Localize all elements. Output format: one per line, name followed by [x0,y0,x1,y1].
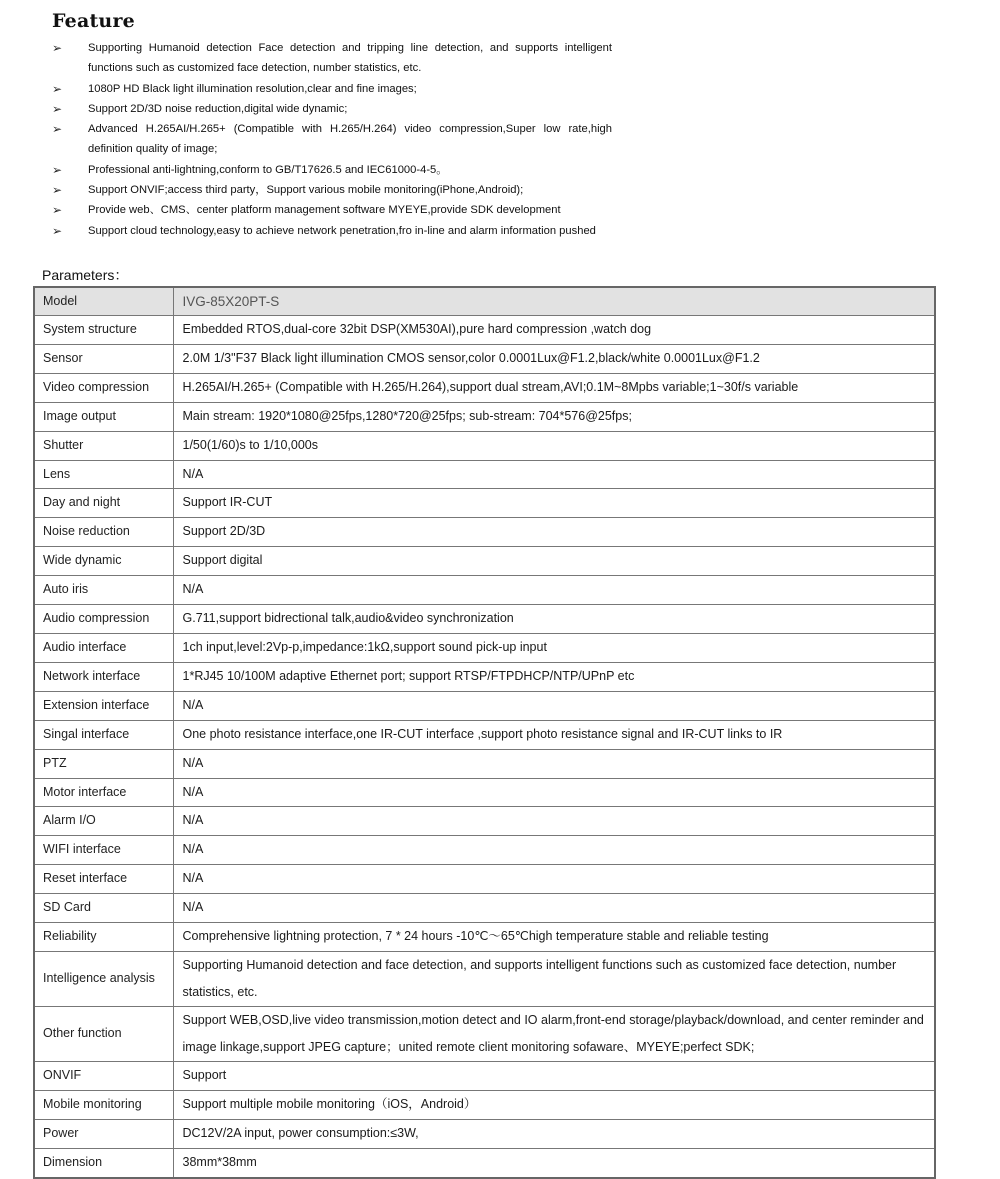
feature-item [52,221,612,241]
param-value: N/A [173,807,935,836]
param-label: System structure [34,316,173,345]
param-label: Mobile monitoring [34,1090,173,1119]
param-value: N/A [173,460,935,489]
param-label: Auto iris [34,576,173,605]
param-label: Lens [34,460,173,489]
param-label: ONVIF [34,1061,173,1090]
table-row [34,518,935,547]
table-row [34,691,935,720]
feature-item [52,38,612,79]
param-label: Noise reduction [34,518,173,547]
feature-text: Support cloud technology,easy to achieve network penetration,fro in-line and alarm information pushed [88,224,596,237]
table-row [34,402,935,431]
arrow-bullet-icon: ➢ [52,41,63,55]
param-value: N/A [173,576,935,605]
param-label: Power [34,1119,173,1148]
table-row [34,1006,935,1061]
feature-list [52,38,612,241]
table-row [34,662,935,691]
param-label: PTZ [34,749,173,778]
param-value: N/A [173,894,935,923]
arrow-bullet-icon: ➢ [52,81,63,96]
param-value: 1ch input,level:2Vp-p,impedance:1kΩ,support sound pick-up input [173,633,935,662]
feature-item [52,180,612,200]
param-value: Support digital [173,547,935,576]
param-label: Day and night [34,489,173,518]
param-value: 1*RJ45 10/100M adaptive Ethernet port; support RTSP/FTPDHCP/NTP/UPnP etc [173,662,935,691]
param-value: Main stream: 1920*1080@25fps,1280*720@25fps; sub-stream: 704*576@25fps; [173,402,935,431]
feature-text: Provide web、CMS、center platform management software MYEYE,provide SDK development [88,204,561,217]
param-label: Video compression [34,373,173,402]
feature-text: Supporting Humanoid detection Face detection and tripping line detection, and supports intelligent functions such as customized face detection, number statistics, etc. [88,42,612,75]
feature-text: Professional anti-lightning,conform to GB/T17626.5 and IEC61000-4-5。 [88,163,448,176]
parameters-heading: Parameters： [42,267,129,283]
param-value: Support WEB,OSD,live video transmission,motion detect and IO alarm,front-end storage/playback/download, and center reminder and image linkage,support JPEG capture；united remote client monitoring sofaware、MYEYE;perfect SDK; [173,1006,935,1061]
table-row [34,431,935,460]
param-label: Singal interface [34,720,173,749]
feature-text: Support ONVIF;access third party，Support various mobile monitoring(iPhone,Android); [88,184,524,197]
arrow-bullet-icon: ➢ [52,101,63,116]
param-value: N/A [173,778,935,807]
feature-item [52,160,612,180]
table-row [34,547,935,576]
feature-item [52,200,612,220]
feature-heading: Feature [52,10,135,32]
table-row [34,1061,935,1090]
param-value: N/A [173,865,935,894]
param-value: 38mm*38mm [173,1148,935,1177]
param-label: Extension interface [34,691,173,720]
arrow-bullet-icon: ➢ [52,122,63,137]
feature-text: Support 2D/3D noise reduction,digital wide dynamic; [88,102,348,115]
table-row [34,865,935,894]
param-label: Motor interface [34,778,173,807]
param-label: Sensor [34,344,173,373]
feature-text: 1080P HD Black light illumination resolution,clear and fine images; [88,82,417,95]
table-row [34,836,935,865]
param-label: WIFI interface [34,836,173,865]
table-row [34,894,935,923]
table-row [34,1090,935,1119]
feature-item [52,99,612,119]
table-row [34,605,935,634]
table-row [34,373,935,402]
param-value: N/A [173,691,935,720]
param-label: Wide dynamic [34,547,173,576]
param-value: N/A [173,836,935,865]
param-value: Support 2D/3D [173,518,935,547]
table-row [34,344,935,373]
table-row [34,316,935,345]
feature-text: Advanced H.265AI/H.265+ (Compatible with H.265/H.264) video compression,Super low rate,high definition quality of image; [88,123,612,156]
table-row [34,460,935,489]
arrow-bullet-icon: ➢ [52,183,63,198]
param-value: N/A [173,749,935,778]
table-row [34,576,935,605]
arrow-bullet-icon: ➢ [52,203,63,218]
param-label: Network interface [34,662,173,691]
arrow-bullet-icon: ➢ [52,223,63,238]
param-value: Comprehensive lightning protection, 7 * 24 hours -10℃～65℃high temperature stable and reliable testing [173,923,935,952]
table-row [34,749,935,778]
table-row-model [34,287,935,316]
param-label: Shutter [34,431,173,460]
param-label: Dimension [34,1148,173,1177]
table-row [34,720,935,749]
param-label: Reset interface [34,865,173,894]
table-row [34,1119,935,1148]
param-value: 2.0M 1/3"F37 Black light illumination CMOS sensor,color 0.0001Lux@F1.2,black/white 0.0001Lux@F1.2 [173,344,935,373]
param-label: Audio compression [34,605,173,634]
table-row [34,923,935,952]
param-label: Reliability [34,923,173,952]
table-row [34,778,935,807]
param-value: One photo resistance interface,one IR-CUT interface ,support photo resistance signal and IR-CUT links to IR [173,720,935,749]
feature-item [52,119,612,160]
table-row [34,489,935,518]
param-label: Image output [34,402,173,431]
param-value: DC12V/2A input, power consumption:≤3W, [173,1119,935,1148]
table-row [34,807,935,836]
param-value: Support [173,1061,935,1090]
param-label: Intelligence analysis [34,951,173,1006]
param-value: H.265AI/H.265+ (Compatible with H.265/H.264),support dual stream,AVI;0.1M~8Mpbs variable;1~30f/s variable [173,373,935,402]
param-value: G.711,support bidrectional talk,audio&video synchronization [173,605,935,634]
table-row [34,951,935,1006]
parameters-table [33,286,936,1179]
table-row [34,633,935,662]
param-value: Support multiple mobile monitoring（iOS，Android） [173,1090,935,1119]
param-label: Model [34,287,173,316]
param-label: SD Card [34,894,173,923]
param-label: Alarm I/O [34,807,173,836]
feature-item [52,79,612,99]
arrow-bullet-icon: ➢ [52,162,63,177]
param-value: Support IR-CUT [173,489,935,518]
param-value: Embedded RTOS,dual-core 32bit DSP(XM530AI),pure hard compression ,watch dog [173,316,935,345]
table-row [34,1148,935,1177]
param-value: 1/50(1/60)s to 1/10,000s [173,431,935,460]
param-value: Supporting Humanoid detection and face detection, and supports intelligent functions such as customized face detection, number statistics, etc. [173,951,935,1006]
param-label: Audio interface [34,633,173,662]
param-label: Other function [34,1006,173,1061]
param-value: IVG-85X20PT-S [173,287,935,316]
